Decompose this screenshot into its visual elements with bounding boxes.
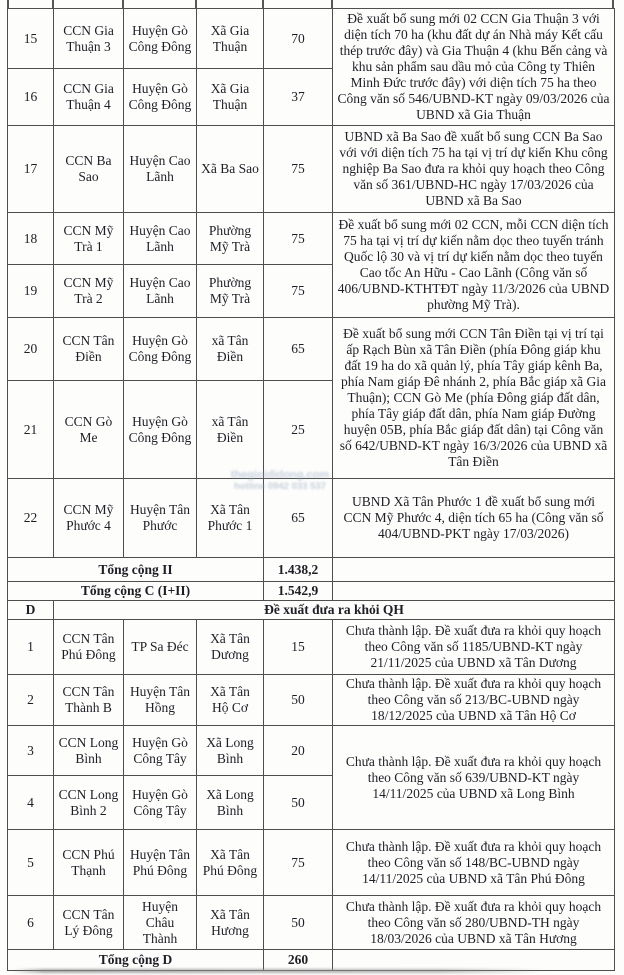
total-row-d xyxy=(8,950,615,971)
watermark-line2: hotline 0942 033 537 xyxy=(234,481,326,492)
commune-cell: Phường Mỹ Trà xyxy=(197,265,264,318)
district-cell: Huyện Châu Thành xyxy=(124,896,197,950)
district-cell: Huyện Cao Lãnh xyxy=(124,126,197,213)
total-row-ii xyxy=(8,558,615,582)
table-row xyxy=(8,896,615,950)
total-row-c xyxy=(8,582,615,601)
area-cell: 50 xyxy=(264,675,333,726)
note-cell: Chưa thành lập. Đề xuất đưa ra khỏi quy hoạch theo Công văn số 639/UBND-KT ngày 14/11/2025 của UBND xã Long Bình xyxy=(333,726,615,830)
table-row xyxy=(8,479,615,558)
area-cell: 15 xyxy=(264,620,333,675)
district-cell: Huyện Gò Công Tây xyxy=(124,776,197,830)
district-cell: Huyện Gò Công Đông xyxy=(124,381,197,479)
row-no-cell: 17 xyxy=(8,126,54,213)
row-no-cell: 22 xyxy=(8,479,54,558)
ccn-name-cell: CCN Tân Lý Đông xyxy=(54,896,124,950)
table-row xyxy=(8,9,615,69)
note-cell: Chưa thành lập. Đề xuất đưa ra khỏi quy hoạch theo Công văn số 213/BC-UBND ngày 18/12/2025 của UBND xã Tân Hộ Cơ xyxy=(333,675,615,726)
row-no-cell: 6 xyxy=(8,896,54,950)
area-cell: 75 xyxy=(264,830,333,896)
note-cell: Chưa thành lập. Đề xuất đưa ra khỏi quy hoạch theo Công văn số 148/BC-UBND ngày 14/11/2025 của UBND xã Tân Phú Đông xyxy=(333,830,615,896)
note-cell: Chưa thành lập. Đề xuất đưa ra khỏi quy hoạch theo Công văn số 1185/UBND-KT ngày 21/11/2025 của UBND xã Tân Dương xyxy=(333,620,615,675)
note-cell: Chưa thành lập. Đề xuất đưa ra khỏi quy hoạch theo Công văn số 280/UBND-TH ngày 18/03/2026 của UBND xã Tân Hương xyxy=(333,896,615,950)
total-c-value: 1.542,9 xyxy=(264,582,333,601)
note-cell: UBND xã Ba Sao đề xuất bổ sung CCN Ba Sao với với diện tích 75 ha tại vị trí dự kiến Khu công nghiệp Ba Sao đưa ra khỏi quy hoạch theo Công văn số 361/UBND-HC ngày 17/03/2026 của UBND xã Ba Sao xyxy=(333,126,615,213)
ccn-name-cell: CCN Gò Me xyxy=(54,381,124,479)
section-d-title: Đề xuất đưa ra khỏi QH xyxy=(54,601,615,620)
ccn-name-cell: CCN Ba Sao xyxy=(54,126,124,213)
district-cell: Huyện Tân Hồng xyxy=(124,675,197,726)
district-cell: Huyện Gò Công Tây xyxy=(124,726,197,776)
total-ii-value: 1.438,2 xyxy=(264,558,333,582)
table-row xyxy=(8,213,615,265)
table-row xyxy=(8,675,615,726)
ccn-name-cell: CCN Tân Phú Đông xyxy=(54,620,124,675)
table-row xyxy=(8,726,615,776)
district-cell: Huyện Cao Lãnh xyxy=(124,265,197,318)
commune-cell: xã Tân Điền xyxy=(197,318,264,381)
empty-cell xyxy=(333,950,615,971)
total-ii-label: Tổng cộng II xyxy=(8,558,264,582)
commune-cell: Xã Gia Thuận xyxy=(197,9,264,69)
area-cell: 65 xyxy=(264,479,333,558)
row-no-cell: 19 xyxy=(8,265,54,318)
page-bottom-shadow xyxy=(12,969,547,973)
district-cell: Huyện Gò Công Đông xyxy=(124,318,197,381)
table-row xyxy=(8,620,615,675)
watermark-line1: thegioididong.com xyxy=(230,469,330,481)
district-cell: TP Sa Đéc xyxy=(124,620,197,675)
ccn-name-cell: CCN Mỹ Phước 4 xyxy=(54,479,124,558)
commune-cell: Phường Mỹ Trà xyxy=(197,213,264,265)
note-cell: Đề xuất bổ sung mới 02 CCN, mỗi CCN diện tích 75 ha tại vị trí dự kiến nằm dọc theo tuyến tránh Quốc lộ 30 và vị trí dự kiến nằm dọc theo tuyến Cao tốc An Hữu - Cao Lãnh (Công văn số 406/UBND-KTHTĐT ngày 11/3/2026 của UBND phường Mỹ Trà). xyxy=(333,213,615,318)
row-no-cell: 2 xyxy=(8,675,54,726)
ccn-name-cell: CCN Tân Điền xyxy=(54,318,124,381)
ccn-name-cell: CCN Long Bình xyxy=(54,726,124,776)
note-cell: Đề xuất bổ sung mới 02 CCN Gia Thuận 3 với diện tích 70 ha (khu đất dự án Nhà máy Kết cấu thép trước đây) và Gia Thuận 4 (khu Bến cảng và khu sản phẩm sau dầu mỏ của Công ty Thiên Minh Đức trước đây) với diện tích 75 ha theo Công văn số 546/UBND-KT ngày 09/03/2026 của UBND xã Gia Thuận xyxy=(333,9,615,126)
area-cell: 70 xyxy=(264,9,333,69)
ccn-name-cell: CCN Mỹ Trà 1 xyxy=(54,213,124,265)
ccn-name-cell: CCN Mỹ Trà 2 xyxy=(54,265,124,318)
row-no-cell: 20 xyxy=(8,318,54,381)
table-row xyxy=(8,318,615,381)
row-no-cell: 15 xyxy=(8,9,54,69)
commune-cell: Xã Long Bình xyxy=(197,726,264,776)
commune-cell: Xã Tân Dương xyxy=(197,620,264,675)
commune-cell: xã Tân Điền xyxy=(197,381,264,479)
row-no-cell: 18 xyxy=(8,213,54,265)
total-c-label: Tổng cộng C (I+II) xyxy=(8,582,264,601)
row-no-cell: 1 xyxy=(8,620,54,675)
commune-cell: Xã Ba Sao xyxy=(197,126,264,213)
area-cell: 37 xyxy=(264,69,333,126)
empty-cell xyxy=(333,558,615,582)
area-cell: 75 xyxy=(264,265,333,318)
row-no-cell: 3 xyxy=(8,726,54,776)
row-no-cell: 21 xyxy=(8,381,54,479)
ccn-planning-table xyxy=(7,8,615,971)
ccn-name-cell: CCN Gia Thuận 3 xyxy=(54,9,124,69)
note-cell: Đề xuất bổ sung mới CCN Tân Điền tại vị trí tại ấp Rạch Bùn xã Tân Điền (phía Đông giáp khu đất 19 ha do xã quản lý, phía Tây giáp kênh Ba, phía Nam giáp Đê nhánh 2, phía Bắc giáp xã Gia Thuận); CCN Gò Me (phía Đông giáp đất dân, phía Tây giáp đất dân, phía Nam giáp Đường huyện 05B, phía Bắc giáp đất dân) tại Công văn số 642/UBND-KT ngày 16/3/2026 của UBND xã Tân Điền xyxy=(333,318,615,479)
table-row xyxy=(8,830,615,896)
commune-cell: Xã Gia Thuận xyxy=(197,69,264,126)
row-no-cell: 5 xyxy=(8,830,54,896)
total-d-label: Tổng cộng D xyxy=(8,950,264,971)
total-d-value: 260 xyxy=(264,950,333,971)
ccn-name-cell: CCN Gia Thuận 4 xyxy=(54,69,124,126)
district-cell: Huyện Gò Công Đông xyxy=(124,9,197,69)
empty-cell xyxy=(333,582,615,601)
district-cell: Huyện Gò Công Đông xyxy=(124,69,197,126)
area-cell: 25 xyxy=(264,381,333,479)
commune-cell: Xã Tân Phước 1 xyxy=(197,479,264,558)
district-cell: Huyện Tân Phước xyxy=(124,479,197,558)
ccn-name-cell: CCN Tân Thành B xyxy=(54,675,124,726)
commune-cell: Xã Tân Phú Đông xyxy=(197,830,264,896)
table-row xyxy=(8,126,615,213)
row-no-cell: 4 xyxy=(8,776,54,830)
area-cell: 50 xyxy=(264,896,333,950)
area-cell: 65 xyxy=(264,318,333,381)
commune-cell: Xã Long Bình xyxy=(197,776,264,830)
row-no-cell: 16 xyxy=(8,69,54,126)
commune-cell: Xã Tân Hộ Cơ xyxy=(197,675,264,726)
district-cell: Huyện Tân Phú Đông xyxy=(124,830,197,896)
district-cell: Huyện Cao Lãnh xyxy=(124,213,197,265)
area-cell: 50 xyxy=(264,776,333,830)
area-cell: 75 xyxy=(264,213,333,265)
section-d-code: D xyxy=(8,601,54,620)
commune-cell: Xã Tân Hương xyxy=(197,896,264,950)
area-cell: 20 xyxy=(264,726,333,776)
note-cell: UBND Xã Tân Phước 1 đề xuất bổ sung mới CCN Mỹ Phước 4, diện tích 65 ha (Công văn số 404/UBND-PKT ngày 17/03/2026) xyxy=(333,479,615,558)
ccn-name-cell: CCN Long Bình 2 xyxy=(54,776,124,830)
area-cell: 75 xyxy=(264,126,333,213)
section-d-header-row xyxy=(8,601,615,620)
ccn-name-cell: CCN Phú Thạnh xyxy=(54,830,124,896)
